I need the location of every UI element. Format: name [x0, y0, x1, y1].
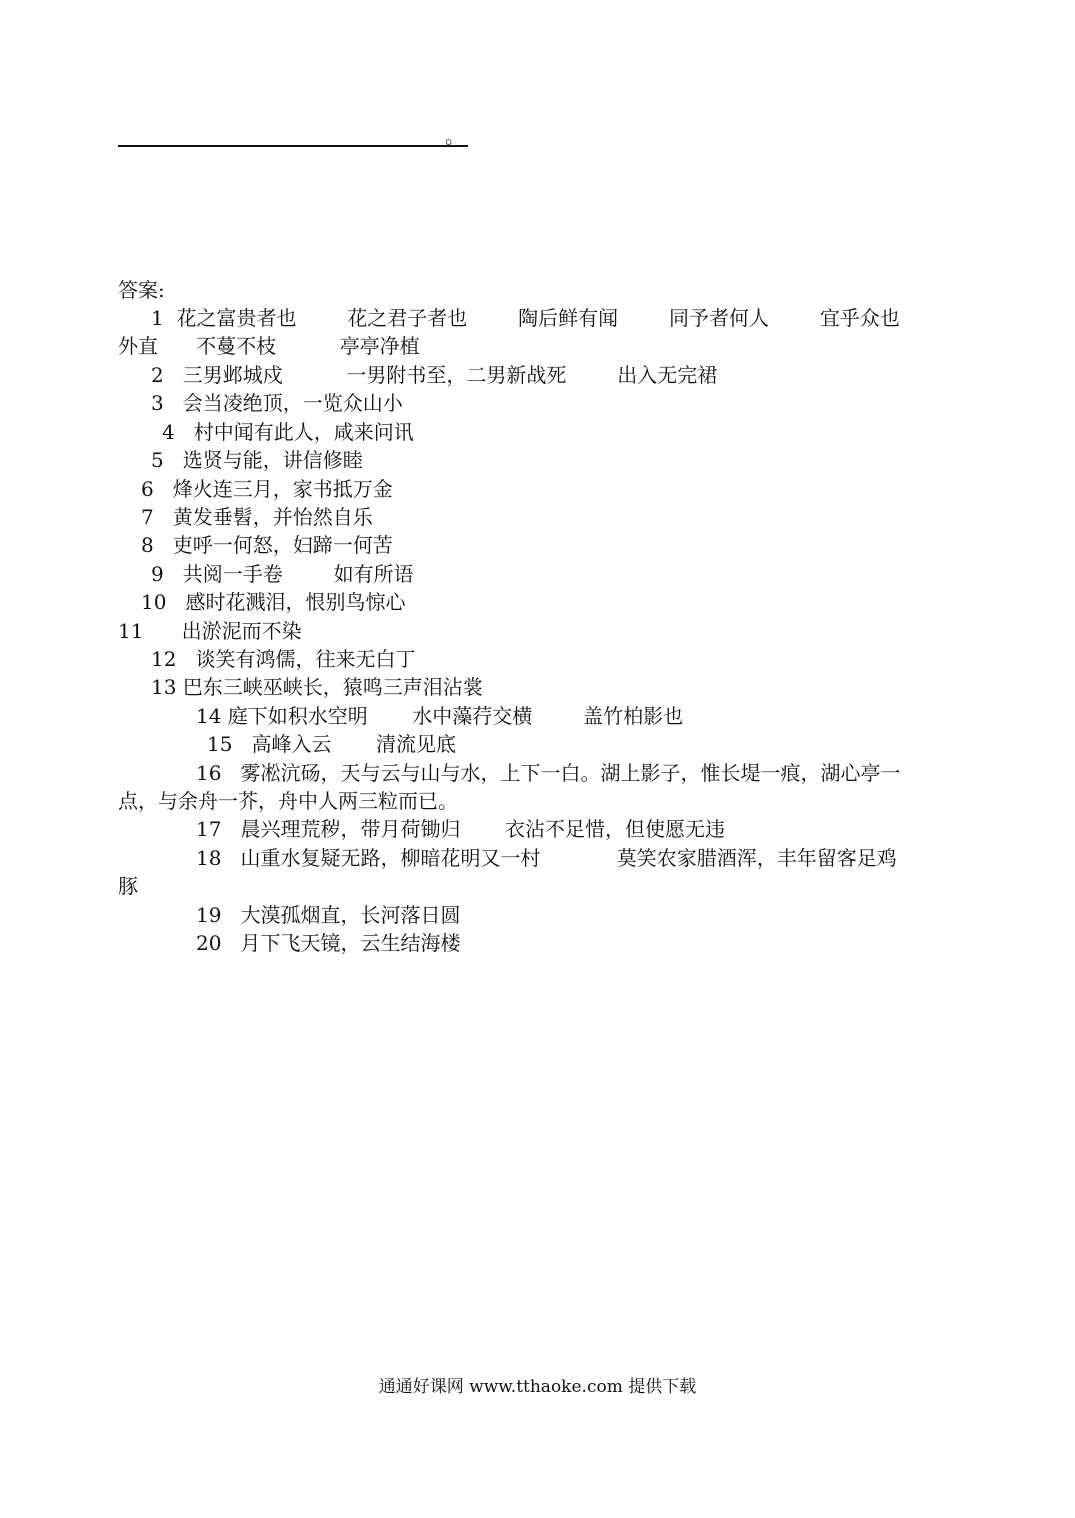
- answer-line: 豚: [118, 874, 138, 898]
- answer-line: 点，与余舟一芥，舟中人两三粒而已。: [118, 789, 458, 813]
- answer-line: 19 大漠孤烟直，长河落日圆: [196, 903, 461, 927]
- answer-line: 9 共阅一手卷 如有所语: [151, 562, 414, 586]
- answer-line: 7 黄发垂髫，并怡然自乐: [141, 505, 373, 529]
- answer-line: 2 三男邺城戍 一男附书至，二男新战死 出入无完裙: [151, 363, 718, 387]
- answer-line: 13 巴东三峡巫峡长，猿鸣三声泪沾裳: [151, 675, 483, 699]
- blank-end-mark: 。: [445, 124, 465, 148]
- answer-line: 3 会当凌绝顶，一览众山小: [151, 391, 403, 415]
- answer-line: 6 烽火连三月，家书抵万金: [141, 477, 393, 501]
- answer-line: 14 庭下如积水空明 水中藻荇交横 盖竹柏影也: [196, 704, 684, 728]
- answer-line: 5 选贤与能，讲信修睦: [151, 448, 363, 472]
- answer-line: 8 吏呼一何怒，妇蹄一何苦: [141, 533, 393, 557]
- answer-line: 10 感时花溅泪，恨别鸟惊心: [141, 590, 406, 614]
- answer-line: 12 谈笑有鸿儒，往来无白丁: [151, 647, 416, 671]
- answer-line: 18 山重水复疑无路，柳暗花明又一村 莫笑农家腊酒浑，丰年留客足鸡: [196, 846, 897, 870]
- answer-line: 15 高峰入云 清流见底: [207, 732, 457, 756]
- answer-line: 1 花之富贵者也 花之君子者也 陶后鲜有闻 同予者何人 宜乎众也: [151, 306, 900, 330]
- answers-heading: 答案:: [118, 278, 165, 302]
- fill-in-blank-line: [118, 145, 468, 147]
- page-footer: 通通好课网 www.tthaoke.com 提供下载: [378, 1377, 697, 1397]
- answer-line: 20 月下飞天镜，云生结海楼: [196, 931, 461, 955]
- answer-line: 17 晨兴理荒秽，带月荷锄归 衣沾不足惜，但使愿无违: [196, 817, 726, 841]
- answer-line: 4 村中闻有此人，咸来问讯: [162, 420, 414, 444]
- answer-line: 11 出淤泥而不染: [118, 619, 302, 643]
- answer-line: 外直 不蔓不枝 亭亭净植: [118, 334, 420, 358]
- answer-line: 16 雾凇沆砀，天与云与山与水，上下一白。湖上影子，惟长堤一痕，湖心亭一: [196, 761, 901, 785]
